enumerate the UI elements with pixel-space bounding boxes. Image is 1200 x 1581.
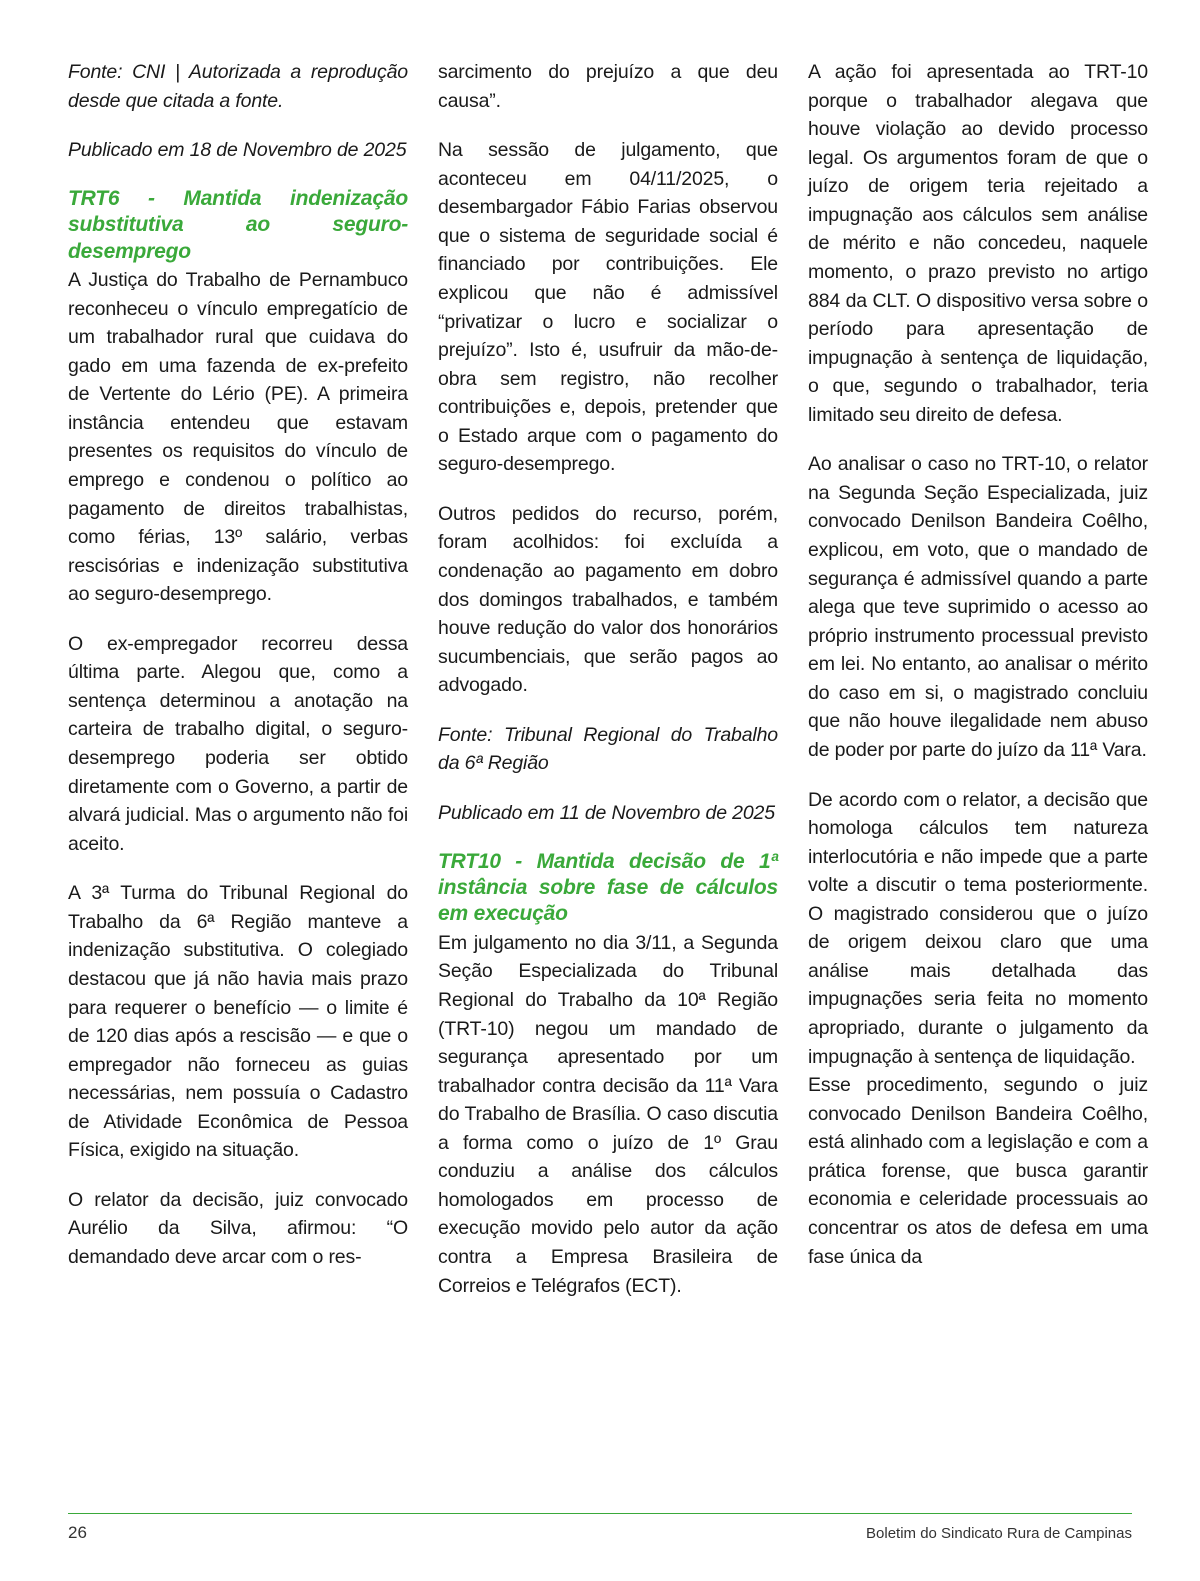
column-3 bbox=[808, 58, 1148, 1458]
heading-trt6: TRT6 - Mantida indenização substitutiva ao seguro-desemprego bbox=[68, 186, 408, 263]
paragraph-continuation: sarcimento do prejuízo a que deu causa”. bbox=[438, 61, 778, 112]
heading-trt10: TRT10 - Mantida decisão de 1ª instância sobre fase de cálculos em execução bbox=[438, 849, 778, 926]
article-columns bbox=[68, 58, 1148, 1458]
paragraph-trt10-1: Em julgamento no dia 3/11, a Segunda Seção Especializada do Tribunal Regional do Trabalho da 10ª Região (TRT-10) negou um mandado de segurança apresentado por um trabalhador contra decisão da 11ª Vara do Trabalho de Brasília. O caso discutia a forma como o juízo de 1º Grau conduziu a análise dos cálculos homologados em processo de execução movido pelo autor da ação contra a Empresa Brasileira de Correios e Telégrafos (ECT). bbox=[438, 931, 778, 1297]
paragraph-trt6-4: O relator da decisão, juiz convocado Aurélio da Silva, afirmou: “O demandado deve arcar com o res- bbox=[68, 1188, 408, 1269]
source-note-cni: Fonte: CNI | Autorizada a reprodução desde que citada a fonte. bbox=[68, 61, 408, 112]
page-number: 26 bbox=[68, 1523, 87, 1542]
paragraph-trt6-2: O ex-empregador recorreu dessa última parte. Alegou que, como a sentença determinou a anotação na carteira de trabalho digital, o seguro-desemprego poderia ser obtido diretamente com o Governo, a partir de alvará judicial. Mas o argumento não foi aceito. bbox=[68, 632, 408, 855]
paragraph-outros-pedidos: Outros pedidos do recurso, porém, foram acolhidos: foi excluída a condenação ao pagamento em dobro dos domingos trabalhados, e também houve redução do valor dos honorários sucumbenciais, que serão pagos ao advogado. bbox=[438, 502, 778, 697]
published-date-18-nov: Publicado em 18 de Novembro de 2025 bbox=[68, 139, 407, 162]
paragraph-trt10-5: Esse procedimento, segundo o juiz convocado Denilson Bandeira Coêlho, está alinhado com a legislação e com a prática forense, que busca garantir economia e celeridade processuais ao concentrar os atos de defesa em uma fase única da bbox=[808, 1074, 1148, 1268]
paragraph-trt10-2: A ação foi apresentada ao TRT-10 porque o trabalhador alegava que houve violação ao devido processo legal. Os argumentos foram de que o juízo de origem teria rejeitado a impugnação aos cálculos sem análise de mérito e não concedeu, naquele momento, o prazo previsto no artigo 884 da CLT. O dispositivo versa sobre o período para apresentação de impugnação à sentença de liquidação, o que, segundo o trabalhador, teria limitado seu direito de defesa. bbox=[808, 61, 1148, 426]
paragraph-trt6-3: A 3ª Turma do Tribunal Regional do Trabalho da 6ª Região manteve a indenização substitutiva. O colegiado destacou que já não havia mais prazo para requerer o benefício — o limite é de 120 dias após a rescisão — e que o empregador não forneceu as guias necessárias, nem possuía o Cadastro de Atividade Econômica de Pessoa Física, exigido na situação. bbox=[68, 882, 408, 1162]
column-2 bbox=[438, 58, 778, 1458]
paragraph-sessao-julgamento: Na sessão de julgamento, que aconteceu em 04/11/2025, o desembargador Fábio Farias observou que o sistema de seguridade social é financiado por contribuições. Ele explicou que não é admissível “privatizar o lucro e socializar o prejuízo”. Isto é, usufruir da mão-de-obra sem registro, não recolher contribuições e, depois, pretender que o Estado arque com o pagamento do seguro-desemprego. bbox=[438, 139, 778, 476]
footer-divider bbox=[68, 1513, 1132, 1514]
column-1 bbox=[68, 58, 408, 1458]
paragraph-trt6-1: A Justiça do Trabalho de Pernambuco reconheceu o vínculo empregatício de um trabalhador rural que cuidava do gado em uma fazenda de ex-prefeito de Vertente do Lério (PE). A primeira instância entendeu que estavam presentes os requisitos do vínculo de emprego e condenou o político ao pagamento de direitos trabalhistas, como férias, 13º salário, verbas rescisórias e indenização substitutiva ao seguro-desemprego. bbox=[68, 269, 408, 606]
footer-row bbox=[68, 1523, 1132, 1543]
source-note-trt6: Fonte: Tribunal Regional do Trabalho da 6ª Região bbox=[438, 723, 778, 775]
page-footer bbox=[68, 1513, 1132, 1553]
paragraph-trt10-3: Ao analisar o caso no TRT-10, o relator na Segunda Seção Especializada, juiz convocado Denilson Bandeira Coêlho, explicou, em voto, que o mandado de segurança é admissível quando a parte alega que teve suprimido o acesso ao próprio instrumento processual previsto em lei. No entanto, ao analisar o mérito do caso em si, o magistrado concluiu que não houve ilegalidade nem abuso de poder por parte do juízo da 11ª Vara. bbox=[808, 453, 1148, 761]
footer-publication-name: Boletim do Sindicato Rura de Campinas bbox=[866, 1524, 1132, 1542]
paragraph-trt10-4: De acordo com o relator, a decisão que homologa cálculos tem natureza interlocutória e não impede que a parte volte a discutir o tema posteriormente. O magistrado considerou que o juízo de origem deixou claro que uma análise mais detalhada das impugnações seria feita no momento apropriado, durante o julgamento da impugnação à sentença de liquidação. bbox=[808, 788, 1148, 1068]
published-date-11-nov: Publicado em 11 de Novembro de 2025 bbox=[438, 801, 775, 824]
